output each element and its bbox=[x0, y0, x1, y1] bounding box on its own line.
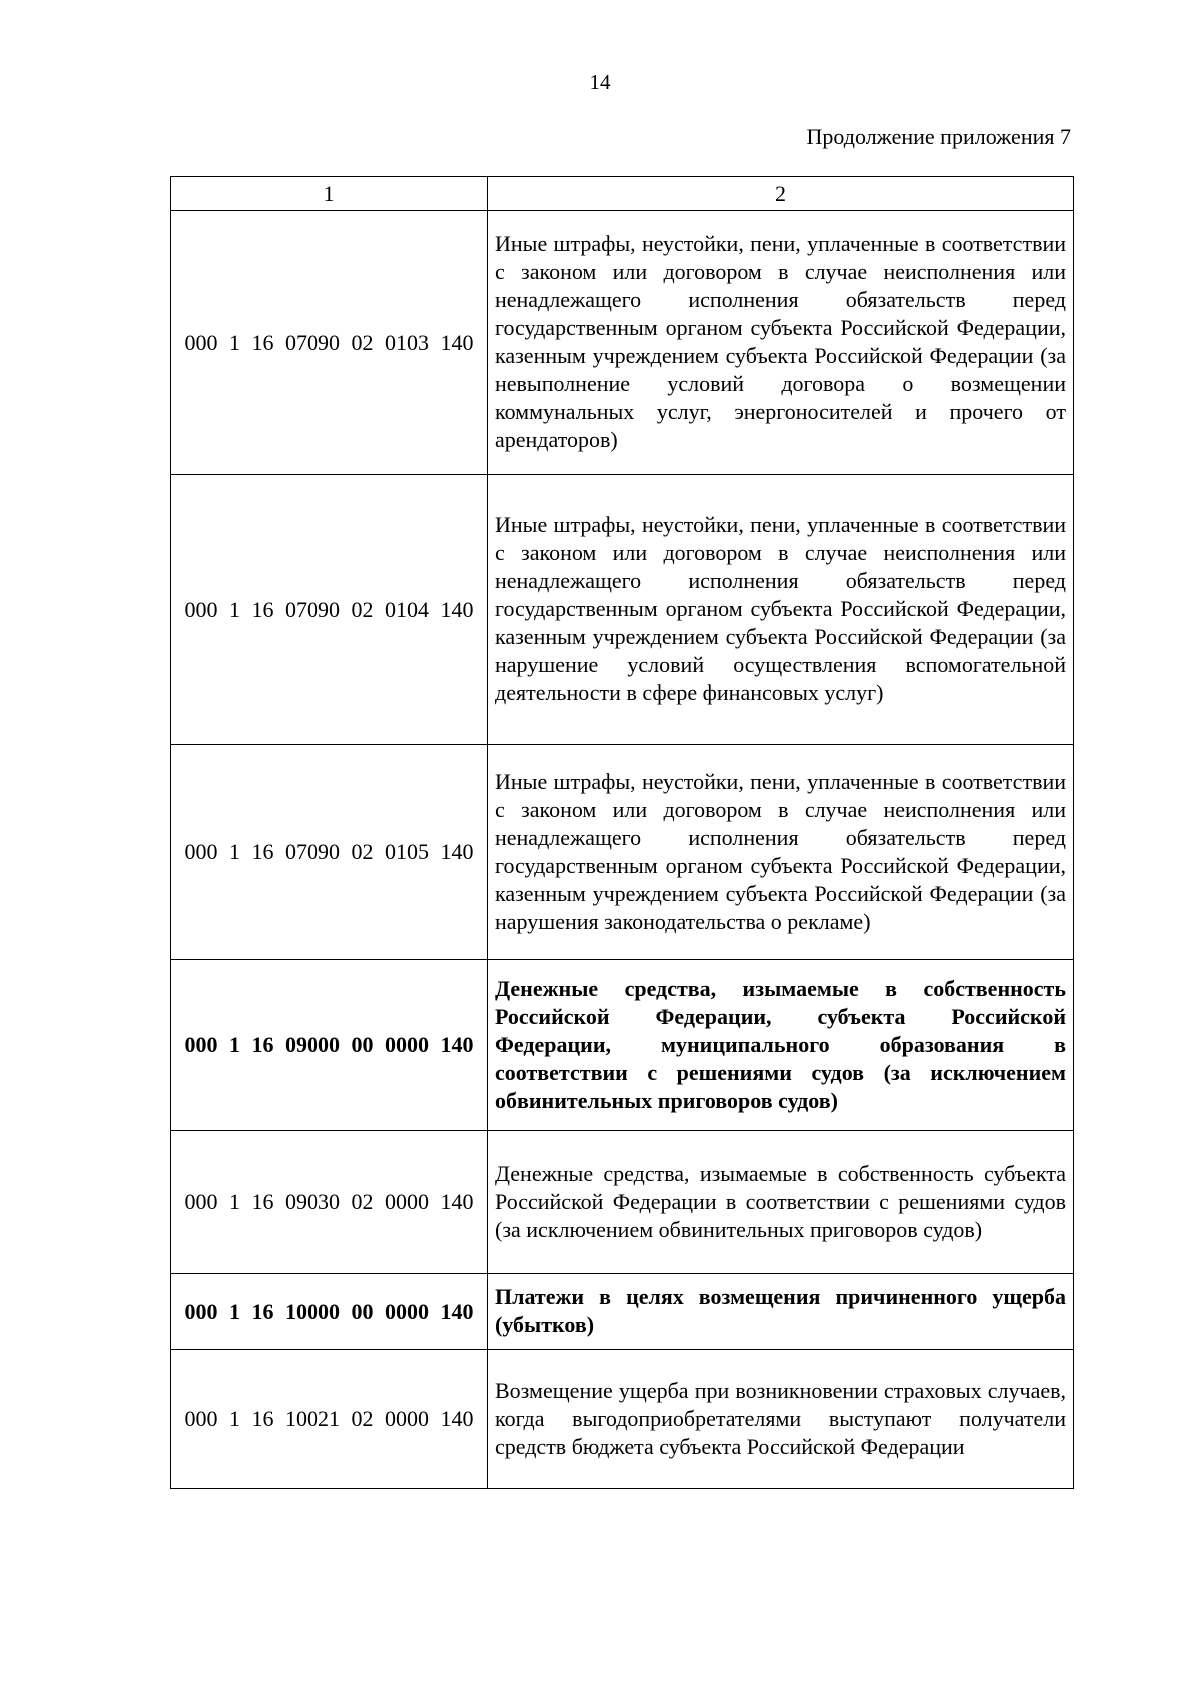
row-description: Иные штрафы, неустойки, пени, уплаченные в соответствии с законом или договором в случае неисполнения или ненадлежащего исполнения обязательств перед государственным органом субъекта Российской Федерации, казенным учреждением субъекта Российской Федерации (за нарушения законодательства о рекламе) bbox=[488, 745, 1074, 960]
table-row bbox=[171, 211, 1074, 475]
row-code: 000 1 16 07090 02 0103 140 bbox=[171, 211, 488, 475]
table-header-row bbox=[171, 177, 1074, 211]
row-code: 000 1 16 09030 02 0000 140 bbox=[171, 1131, 488, 1274]
table-row bbox=[171, 475, 1074, 745]
row-code: 000 1 16 10000 00 0000 140 bbox=[171, 1274, 488, 1350]
table-row bbox=[171, 960, 1074, 1131]
row-description: Иные штрафы, неустойки, пени, уплаченные в соответствии с законом или договором в случае неисполнения или ненадлежащего исполнения обязательств перед государственным органом субъекта Российской Федерации, казенным учреждением субъекта Российской Федерации (за невыполнение условий договора о возмещении коммунальных услуг, энергоносителей и прочего от арендаторов) bbox=[488, 211, 1074, 475]
row-code: 000 1 16 09000 00 0000 140 bbox=[171, 960, 488, 1131]
row-code: 000 1 16 07090 02 0105 140 bbox=[171, 745, 488, 960]
appendix-continuation-label: Продолжение приложения 7 bbox=[806, 124, 1071, 149]
column-header-description: 2 bbox=[488, 177, 1074, 211]
row-description: Возмещение ущерба при возникновении страховых случаев, когда выгодоприобретателями выступают получатели средств бюджета субъекта Российской Федерации bbox=[488, 1350, 1074, 1489]
page-number: 14 bbox=[589, 70, 611, 94]
row-description: Платежи в целях возмещения причиненного ущерба (убытков) bbox=[488, 1274, 1074, 1350]
table-row bbox=[171, 1350, 1074, 1489]
row-description: Денежные средства, изымаемые в собственность субъекта Российской Федерации в соответствии с решениями судов (за исключением обвинительных приговоров судов) bbox=[488, 1131, 1074, 1274]
row-code: 000 1 16 07090 02 0104 140 bbox=[171, 475, 488, 745]
table-row bbox=[171, 745, 1074, 960]
table-row bbox=[171, 1131, 1074, 1274]
row-code: 000 1 16 10021 02 0000 140 bbox=[171, 1350, 488, 1489]
budget-classification-table bbox=[170, 176, 1074, 1489]
table-row bbox=[171, 1274, 1074, 1350]
column-header-code: 1 bbox=[171, 177, 488, 211]
row-description: Иные штрафы, неустойки, пени, уплаченные в соответствии с законом или договором в случае неисполнения или ненадлежащего исполнения обязательств перед государственным органом субъекта Российской Федерации, казенным учреждением субъекта Российской Федерации (за нарушение условий осуществления вспомогательной деятельности в сфере финансовых услуг) bbox=[488, 475, 1074, 745]
row-description: Денежные средства, изымаемые в собственность Российской Федерации, субъекта Российской Федерации, муниципального образования в соответствии с решениями судов (за исключением обвинительных приговоров судов) bbox=[488, 960, 1074, 1131]
